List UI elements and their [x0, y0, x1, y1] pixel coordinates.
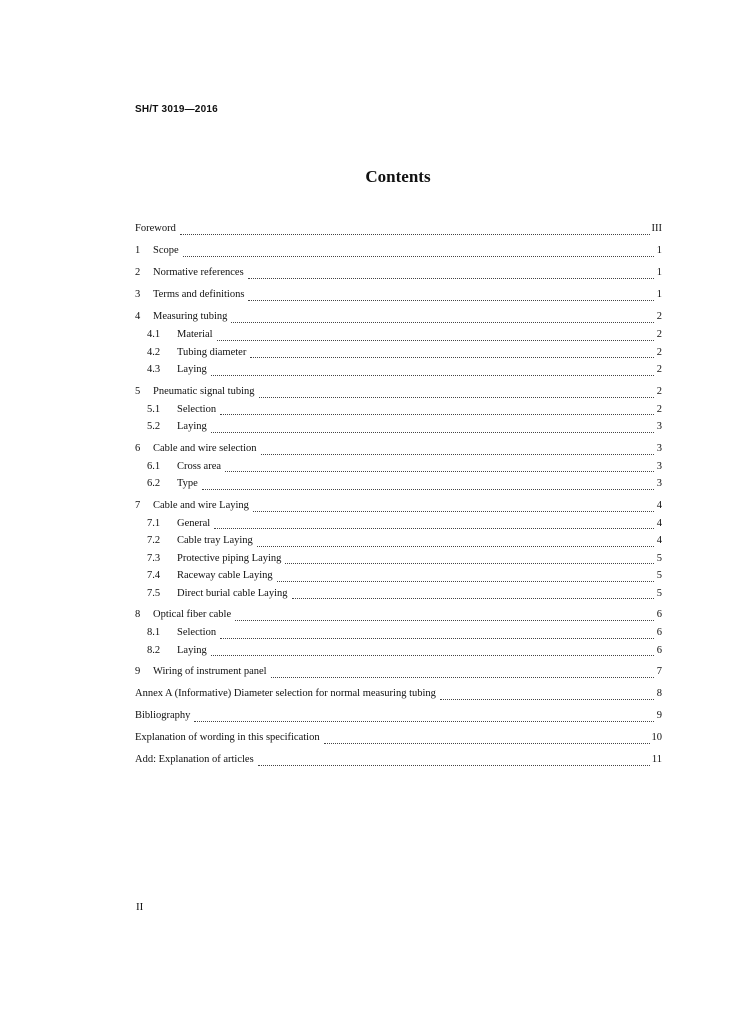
toc-dot-leader: [217, 340, 654, 341]
toc-entry-page: 2: [656, 364, 662, 375]
toc-dot-leader: [440, 699, 654, 700]
toc-dot-leader: [194, 721, 654, 722]
page-number: II: [136, 901, 144, 913]
toc-entry-label: Optical fiber cable: [153, 609, 232, 620]
toc-entry-label: Scope: [153, 245, 179, 256]
toc-entry[interactable]: [135, 418, 662, 436]
toc-entry-number: 5.1: [147, 403, 161, 415]
toc-entry-page: 7: [656, 666, 662, 677]
toc-entry[interactable]: [135, 729, 662, 747]
table-of-contents: [135, 220, 662, 769]
toc-entry[interactable]: [135, 642, 662, 660]
toc-entry-number: 4.1: [147, 329, 161, 340]
toc-entry-number: 7.1: [147, 517, 161, 529]
toc-entry-page: 3: [656, 460, 662, 472]
toc-entry-page: 3: [656, 442, 662, 454]
toc-dot-leader: [285, 563, 654, 564]
toc-entry-page: III: [651, 223, 662, 234]
toc-entry-label: Explanation of wording in this specification: [135, 732, 320, 743]
toc-entry[interactable]: [135, 550, 662, 568]
toc-dot-leader: [248, 278, 654, 279]
toc-entry[interactable]: [135, 475, 662, 493]
toc-dot-leader: [277, 581, 654, 582]
toc-dot-leader: [220, 414, 654, 415]
toc-entry-label: Cable and wire Laying: [153, 499, 249, 511]
toc-dot-leader: [180, 234, 650, 235]
toc-dot-leader: [231, 322, 654, 323]
toc-entry-number: 8.2: [147, 644, 161, 656]
toc-dot-leader: [324, 743, 650, 744]
toc-dot-leader: [211, 375, 654, 376]
toc-entry-number: 2: [135, 267, 141, 278]
toc-dot-leader: [214, 528, 654, 529]
toc-entry-label: Wiring of instrument panel: [153, 666, 267, 677]
toc-entry-label: Pneumatic signal tubing: [153, 385, 255, 397]
toc-entry-page: 8: [656, 688, 662, 699]
toc-entry[interactable]: [135, 326, 662, 344]
toc-entry-number: 4.3: [147, 364, 161, 375]
toc-entry-label: Protective piping Laying: [177, 552, 282, 564]
toc-entry-number: 7.3: [147, 552, 161, 564]
toc-dot-leader: [257, 546, 654, 547]
toc-entry-number: 7.2: [147, 535, 161, 546]
toc-entry[interactable]: [135, 344, 662, 362]
toc-entry-page: 3: [656, 421, 662, 432]
toc-entry-page: 2: [656, 346, 662, 358]
toc-entry[interactable]: [135, 242, 662, 260]
toc-entry[interactable]: [135, 286, 662, 304]
toc-entry[interactable]: [135, 663, 662, 681]
toc-entry-label: Add: Explanation of articles: [135, 754, 254, 765]
toc-entry-page: 5: [656, 587, 662, 599]
toc-entry[interactable]: [135, 751, 662, 769]
toc-entry-number: 8.1: [147, 627, 161, 638]
toc-entry-number: 6.2: [147, 478, 161, 489]
toc-entry-number: 5: [135, 385, 141, 397]
toc-dot-leader: [258, 765, 650, 766]
toc-dot-leader: [248, 300, 654, 301]
toc-entry-label: Selection: [177, 403, 217, 415]
toc-entry[interactable]: [135, 401, 662, 419]
toc-dot-leader: [211, 432, 654, 433]
toc-entry-number: 3: [135, 289, 141, 300]
toc-entry-page: 5: [656, 552, 662, 564]
toc-entry-label: Material: [177, 329, 213, 340]
toc-entry-page: 4: [656, 517, 662, 529]
toc-entry-page: 9: [656, 710, 662, 721]
toc-entry-number: 6.1: [147, 460, 161, 472]
toc-entry[interactable]: [135, 308, 662, 326]
toc-entry-label: Direct burial cable Laying: [177, 587, 288, 599]
toc-dot-leader: [292, 598, 655, 599]
toc-entry-label: Cross area: [177, 460, 222, 472]
toc-entry[interactable]: [135, 606, 662, 624]
page-title: Contents: [365, 167, 431, 186]
toc-entry-page: 2: [656, 329, 662, 340]
toc-entry-label: Tubing diameter: [177, 346, 247, 358]
toc-entry[interactable]: [135, 440, 662, 458]
toc-entry[interactable]: [135, 624, 662, 642]
toc-dot-leader: [271, 677, 654, 678]
toc-entry-page: 1: [656, 267, 662, 278]
toc-entry[interactable]: [135, 497, 662, 515]
toc-entry-label: Selection: [177, 627, 217, 638]
toc-dot-leader: [250, 357, 654, 358]
toc-dot-leader: [253, 511, 654, 512]
toc-entry-page: 5: [656, 570, 662, 581]
toc-dot-leader: [261, 454, 654, 455]
toc-entry-label: Foreword: [135, 223, 176, 234]
toc-entry-number: 4: [135, 311, 141, 322]
toc-entry-label: Bibliography: [135, 710, 191, 721]
toc-entry-page: 6: [656, 644, 662, 656]
toc-entry-page: 4: [656, 499, 662, 511]
toc-entry-label: Type: [177, 478, 198, 489]
toc-dot-leader: [202, 489, 654, 490]
toc-entry-number: 7.5: [147, 587, 161, 599]
toc-entry[interactable]: [135, 361, 662, 379]
toc-dot-leader: [220, 638, 654, 639]
toc-entry-page: 1: [656, 245, 662, 256]
toc-entry[interactable]: [135, 707, 662, 725]
toc-entry-page: 1: [656, 289, 662, 300]
toc-entry-label: Laying: [177, 421, 207, 432]
toc-entry-number: 7.4: [147, 570, 161, 581]
toc-entry-label: Terms and definitions: [153, 289, 245, 300]
toc-entry[interactable]: [135, 383, 662, 401]
toc-entry-label: Cable tray Laying: [177, 535, 253, 546]
toc-entry[interactable]: [135, 585, 662, 603]
toc-entry[interactable]: [135, 220, 662, 238]
toc-entry-label: Laying: [177, 644, 207, 656]
toc-entry-label: Laying: [177, 364, 207, 375]
toc-entry-page: 6: [656, 609, 662, 620]
toc-dot-leader: [259, 397, 655, 398]
toc-entry[interactable]: [135, 458, 662, 476]
toc-entry-label: Measuring tubing: [153, 311, 228, 322]
toc-entry-page: 3: [656, 478, 662, 489]
toc-entry-label: General: [177, 517, 211, 529]
toc-entry-number: 1: [135, 245, 141, 256]
toc-entry[interactable]: [135, 685, 662, 703]
toc-dot-leader: [211, 655, 654, 656]
toc-entry[interactable]: [135, 264, 662, 282]
toc-dot-leader: [225, 471, 654, 472]
toc-entry-label: Normative references: [153, 267, 244, 278]
toc-entry-number: 7: [135, 499, 141, 511]
document-code: SH/T 3019—2016: [135, 104, 218, 115]
toc-entry[interactable]: [135, 515, 662, 533]
toc-dot-leader: [183, 256, 654, 257]
toc-entry-page: 4: [656, 535, 662, 546]
toc-dot-leader: [235, 620, 654, 621]
toc-entry-page: 2: [656, 385, 662, 397]
toc-entry-page: 2: [656, 311, 662, 322]
toc-entry-number: 5.2: [147, 421, 161, 432]
toc-entry-number: 4.2: [147, 346, 161, 358]
toc-entry-label: Raceway cable Laying: [177, 570, 273, 581]
toc-entry-page: 10: [651, 732, 662, 743]
toc-entry[interactable]: [135, 532, 662, 550]
toc-entry-number: 9: [135, 666, 141, 677]
toc-entry-page: 11: [651, 754, 662, 765]
toc-entry[interactable]: [135, 567, 662, 585]
toc-entry-page: 2: [656, 403, 662, 415]
toc-entry-number: 6: [135, 442, 141, 454]
toc-entry-number: 8: [135, 609, 141, 620]
toc-entry-page: 6: [656, 627, 662, 638]
toc-entry-label: Annex A (Informative) Diameter selection for normal measuring tubing: [135, 688, 436, 699]
toc-entry-label: Cable and wire selection: [153, 442, 257, 454]
